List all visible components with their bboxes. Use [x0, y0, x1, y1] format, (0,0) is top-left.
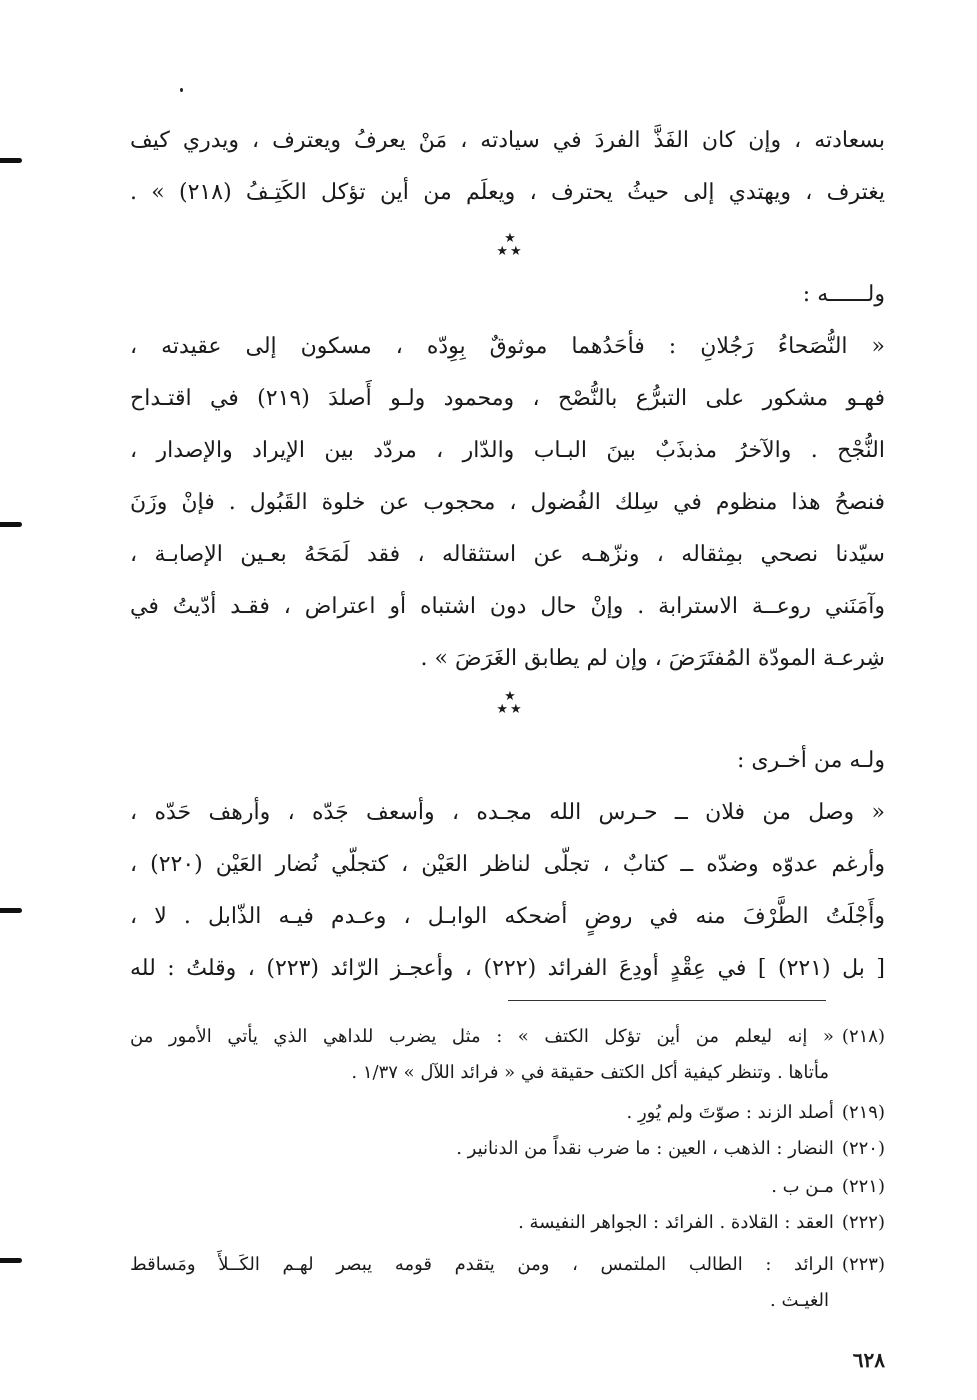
section-heading: ولــــــه :	[802, 282, 885, 307]
text-line: فنصحُ هذا منظوم في سِلك الفُضول ، محجوب عن خلوة القَبُول . فإنْ وزَنَ	[130, 490, 885, 515]
footnote	[627, 1102, 885, 1123]
footnote-number: (٢٢١)	[841, 1176, 885, 1197]
footnote	[518, 1212, 885, 1233]
page-edge-mark	[0, 522, 22, 527]
text-line: وأَجْلَتُ الطَّرْفَ منه في روضٍ أضحكه الوابـل ، وعـدم فيـه الذّابل . لا ،	[130, 904, 885, 929]
page-edge-mark	[0, 158, 22, 163]
text-line: شِرعـة المودّة المُفتَرَضَ ، وإن لم يطابق الغَرَضَ » .	[420, 646, 885, 671]
section-heading: ولـه من أخـرى :	[736, 748, 885, 773]
footnote	[771, 1176, 885, 1197]
star-icon: ★	[504, 231, 516, 246]
footnote-number: (٢٢٣)	[841, 1254, 885, 1275]
star-icon: ★★	[496, 244, 524, 259]
section-separator-stars	[490, 232, 530, 258]
text-line: سيّدنا نصحي بمِثقاله ، ونزّهـه عن استثقاله ، فقد لَمَحَهُ بعـين الإصابـة ،	[130, 542, 885, 567]
footnote-text: الرائد : الطالب الملتمس ، ومن يتقدم قومه يبصر لهـم الكَــلأَ ومَساقط	[130, 1254, 834, 1275]
star-icon: ★	[504, 689, 516, 704]
text-line: « وصل من فلان ــ حـرس الله مجـده ، وأسعف جَدّه ، وأرهف حَدّه ،	[130, 800, 885, 825]
text-line: [ بل (٢٢١) ] في عِقْدٍ أودِعَ الفرائد (٢٢٢) ، وأعجـز الرّائد (٢٢٣) ، وقلتُ : لله	[130, 956, 885, 981]
text-line: فهـو مشكور على التبرُّع بالنُّصْح ، ومحمود ولـو أَصلدَ (٢١٩) في اقتـداح	[130, 386, 885, 411]
text-line: « النُّصَحاءُ رَجُلانِ : فأحَدُهما موثوقٌ بِوِدّه ، مسكون إلى عقيدته ،	[130, 334, 885, 359]
footnote-text: « إنه ليعلم من أين تؤكل الكتف » : مثل يضرب للداهي الذي يأتي الأمور من	[130, 1026, 834, 1047]
page-number: ٦٢٨	[852, 1348, 885, 1372]
text-line: وأرغم عدوّه وضدّه ــ كتابٌ ، تجلّى لناظر العَيْن ، كتجلّي نُضار العَيْن (٢٢٠) ،	[130, 852, 885, 877]
footnote-text: الغيـث .	[770, 1290, 829, 1311]
footnote-text: أصلد الزند : صوّتَ ولم يُورِ .	[626, 1102, 834, 1123]
footnote-number: (٢١٨)	[841, 1026, 885, 1047]
text-line: وآمَنَني روعــة الاسترابة . وإنْ حال دون اشتباه أو اعتراض ، فقـد أدّيتُ في	[130, 594, 885, 619]
footnote-number: (٢١٩)	[841, 1102, 885, 1123]
footnote-number: (٢٢٢)	[841, 1212, 885, 1233]
text-line: النُّجْح . والآخرُ مذبذَبٌ بينَ البـاب والدّار ، مردّد بين الإيراد والإصدار ،	[130, 438, 885, 463]
footnote	[130, 1254, 885, 1275]
footnote-continuation	[770, 1290, 829, 1311]
footnote-text: النضار : الذهب ، العين : ما ضرب نقداً من الدنانير .	[456, 1138, 834, 1159]
footnote-text: العقد : القلادة . الفرائد : الجواهر النفيسة .	[518, 1212, 834, 1233]
star-icon: ★★	[496, 702, 524, 717]
section-separator-stars	[490, 690, 530, 716]
ink-speck	[180, 88, 183, 92]
footnote	[456, 1138, 885, 1159]
footnote-divider	[508, 1000, 826, 1001]
footnote-number: (٢٢٠)	[841, 1138, 885, 1159]
footnote-text: مأتاها . وتنظر كيفية أكل الكتف حقيقة في « فرائد اللآل » ١/٣٧ .	[351, 1062, 829, 1083]
page-edge-mark	[0, 908, 22, 913]
footnote-text: مـن ب .	[771, 1176, 834, 1197]
footnote	[130, 1026, 885, 1047]
page-edge-mark	[0, 1258, 22, 1263]
text-line: بسعادته ، وإن كان الفَذَّ الفردَ في سيادته ، مَنْ يعرفُ ويعترف ، ويدري كيف	[130, 128, 885, 153]
text-line: يغترف ، ويهتدي إلى حيثُ يحترف ، ويعلَم من أين تؤكل الكَتِـفُ (٢١٨) » .	[130, 180, 885, 205]
footnote-continuation	[351, 1062, 829, 1083]
